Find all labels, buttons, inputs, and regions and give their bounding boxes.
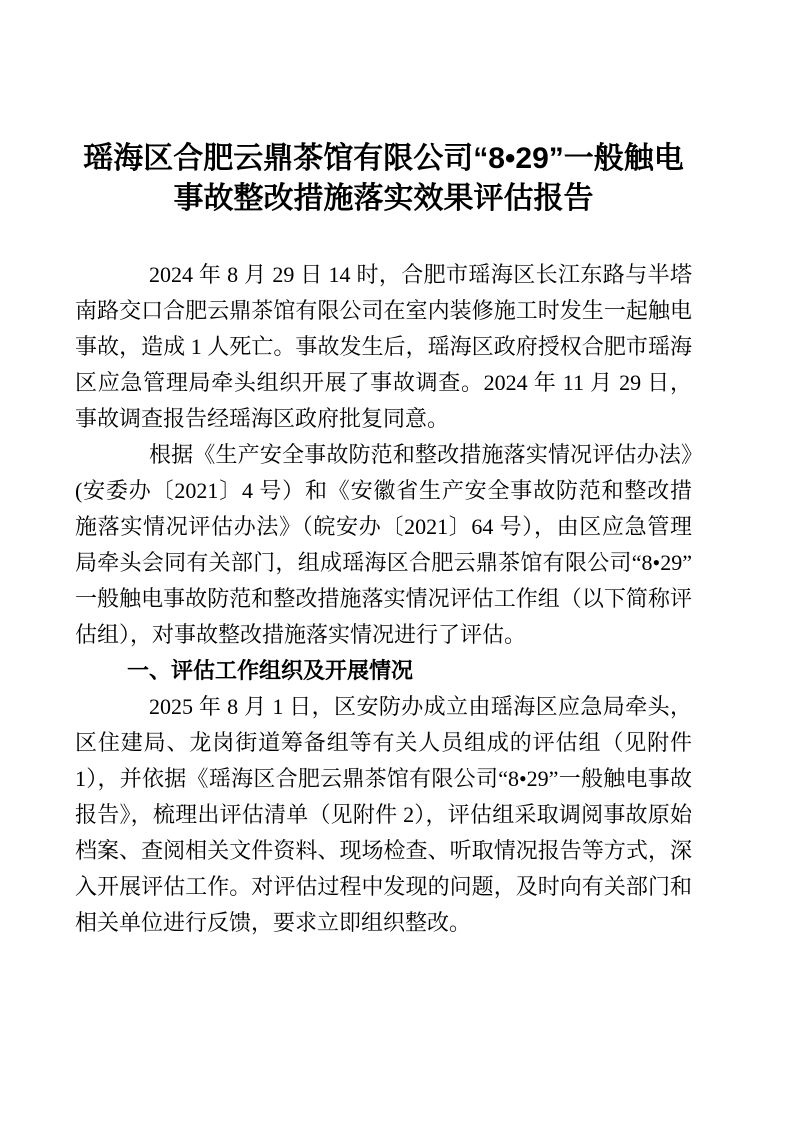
paragraph-accident-overview: 2024 年 8 月 29 日 14 时，合肥市瑶海区长江东路与半塔南路交口合肥云鼎茶馆有限公司在室内装修施工时发生一起触电事故，造成 1 人死亡。事故发生后，瑶海区政府授权合肥市瑶海区应急管理局牵头组织开展了事故调查。2024 年 11 月 29 日，事故调查报告经瑶海区政府批复同意。: [75, 262, 692, 431]
paragraph-evaluation-basis: 根据《生产安全事故防范和整改措施落实情况评估办法》(安委办〔2021〕4 号）和《安徽省生产安全事故防范和整改措施落实情况评估办法》（皖安办〔2021〕64 号），由区应急管理局牵头会同有关部门，组成瑶海区合肥云鼎茶馆有限公司“8•29”一般触电事故防范和整改措施落实情况评估工作组（以下简称评估组），对事故整改措施落实情况进行了评估。: [75, 442, 692, 647]
paragraph-evaluation-process: 2025 年 8 月 1 日，区安防办成立由瑶海区应急局牵头，区住建局、龙岗街道筹备组等有关人员组成的评估组（见附件 1），并依据《瑶海区合肥云鼎茶馆有限公司“8•29”一般触电事故报告》，梳理出评估清单（见附件 2），评估组采取调阅事故原始档案、查阅相关文件资料、现场检查、听取情况报告等方式，深入开展评估工作。对评估过程中发现的问题，及时向有关部门和相关单位进行反馈，要求立即组织整改。: [75, 694, 692, 935]
document-title: 瑶海区合肥云鼎茶馆有限公司“8•29”一般触电事故整改措施落实效果评估报告: [83, 142, 684, 215]
section-heading-evaluation-organization: 一、评估工作组织及开展情况: [127, 658, 414, 683]
